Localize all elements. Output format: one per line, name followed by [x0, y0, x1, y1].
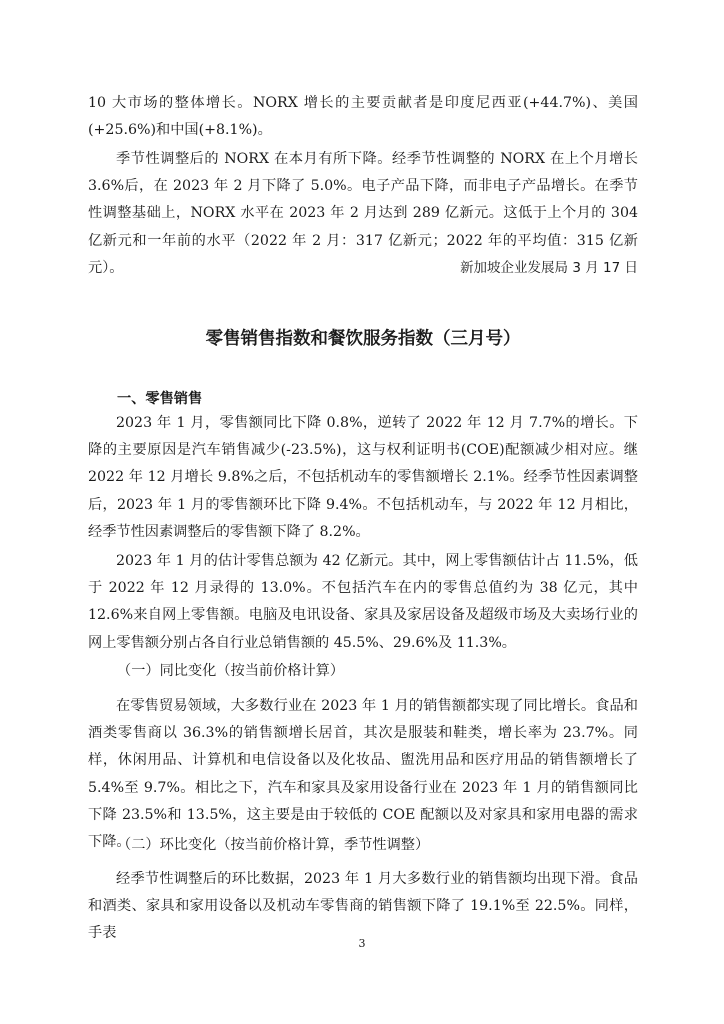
intro-paragraph-1: 10 大市场的整体增长。NORX 增长的主要贡献者是印度尼西亚(+44.7%)、美国(+25.6%)和中国(+8.1%)。	[88, 95, 638, 139]
signature-line: 新加坡企业发展局 3 月 17 日	[460, 260, 638, 276]
subheading-mom: （二）环比变化（按当前价格计算，季节性调整）	[117, 837, 430, 853]
subheading-yoy: （一）同比变化（按当前价格计算）	[117, 663, 345, 679]
section-title: 零售销售指数和餐饮服务指数（三月号）	[205, 329, 521, 349]
retail-paragraph-3: 在零售贸易领域，大多数行业在 2023 年 1 月的销售额都实现了同比增长。食品和酒类零售商以 36.3%的销售额增长居首，其次是服装和鞋类，增长率为 23.7%。同样，休闲用品、计算机和电信设备以及化妆品、盥洗用品和医疗用品的销售额增长了 5.4%至 9.7%。相比之下，汽车和家具及家用设备行业在 2023 年 1 月的销售额同比下降 23.5%和 13.5%，这主要是由于较低的 COE 配额以及对家具和家用电器的需求下降。	[88, 698, 638, 851]
page-number: 3	[358, 937, 366, 950]
retail-paragraph-2: 2023 年 1 月的估计零售总额为 42 亿新元。其中，网上零售额估计占 11.5%，低于 2022 年 12 月录得的 13.0%。不包括汽车在内的零售总值约为 38 亿元，其中 12.6%来自网上零售额。电脑及电讯设备、家具及家居设备及超级市场及大卖场行业的网上零售额分别占各自行业总销售额的 45.5%、29.6%及 11.3%。	[88, 553, 638, 651]
section-heading-retail: 一、零售销售	[117, 391, 203, 407]
retail-paragraph-4: 经季节性调整后的环比数据，2023 年 1 月大多数行业的销售额均出现下滑。食品和酒类、家具和家用设备以及机动车零售商的销售额下降了 19.1%至 22.5%。同样，手表	[88, 871, 638, 942]
retail-paragraph-1: 2023 年 1 月，零售额同比下降 0.8%，逆转了 2022 年 12 月 7.7%的增长。下降的主要原因是汽车销售减少(-23.5%)，这与权利证明书(COE)配额减少相对应。继 2022 年 12 月增长 9.8%之后，不包括机动车的零售额增长 2.1%。经季节性因素调整后，2023 年 1 月的零售额环比下降 9.4%。不包括机动车，与 2022 年 12 月相比，经季节性因素调整后的零售额下降了 8.2%。	[88, 415, 638, 540]
intro-paragraph-2: 季节性调整后的 NORX 在本月有所下降。经季节性调整的 NORX 在上个月增长 3.6%后，在 2023 年 2 月下降了 5.0%。电子产品下降，而非电子产品增长。在季节性调整基础上，NORX 水平在 2023 年 2 月达到 289 亿新元。这低于上个月的 304 亿新元和一年前的水平（2022 年 2 月：317 亿新元；2022 年的平均值：315 亿新元）。	[88, 151, 638, 276]
